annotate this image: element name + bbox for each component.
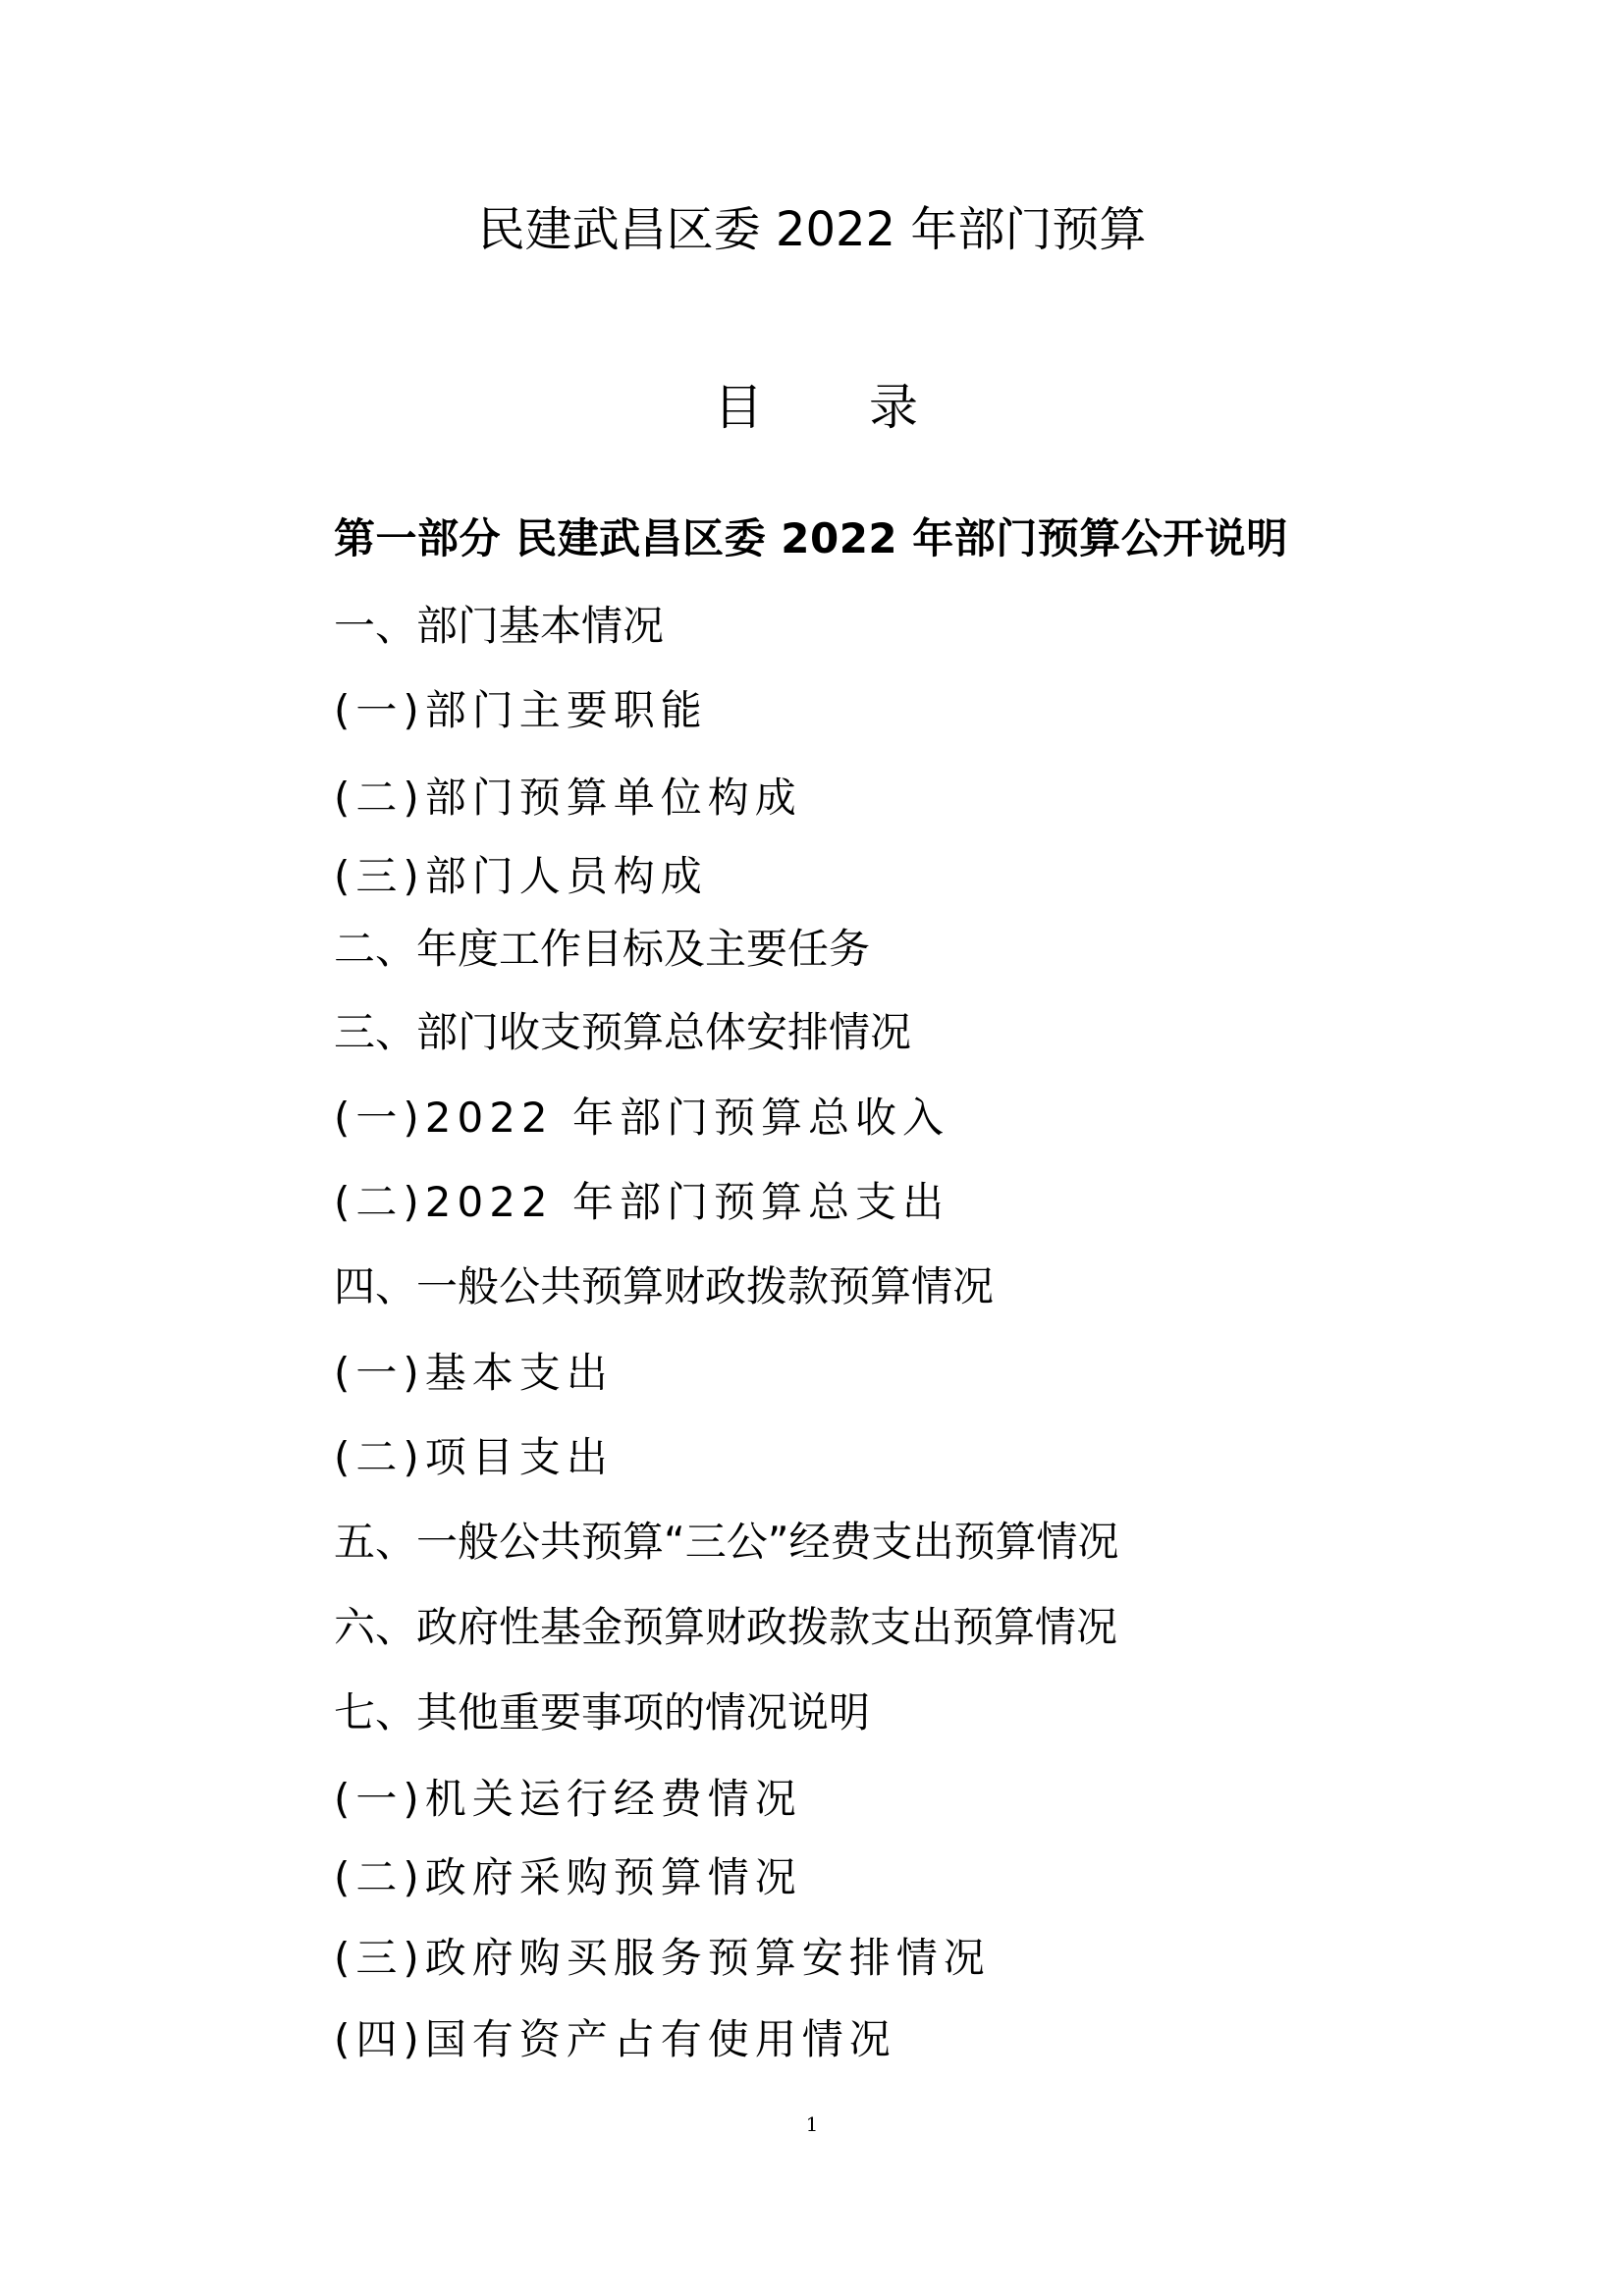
document-title: 民建武昌区委 2022 年部门预算 — [477, 202, 1147, 257]
toc-section-6: 六、政府性基金预算财政拨款支出预算情况 — [334, 1603, 1118, 1651]
toc-section-2: 二、年度工作目标及主要任务 — [334, 925, 871, 973]
toc-subsection-4-2: (二)项目支出 — [334, 1433, 614, 1481]
toc-section-7: 七、其他重要事项的情况说明 — [334, 1688, 871, 1736]
toc-subsection-4-1: (一)基本支出 — [334, 1349, 614, 1397]
toc-subsection-7-1: (一)机关运行经费情况 — [334, 1775, 802, 1823]
toc-section-1: 一、部门基本情况 — [334, 602, 665, 650]
toc-subsection-1-3: (三)部门人员构成 — [334, 852, 708, 900]
toc-part-heading: 第一部分 民建武昌区委 2022 年部门预算公开说明 — [334, 514, 1288, 562]
toc-subsection-3-1: (一)2022 年部门预算总收入 — [334, 1094, 950, 1142]
toc-subsection-7-4: (四)国有资产占有使用情况 — [334, 2015, 896, 2063]
toc-subsection-7-3: (三)政府购买服务预算安排情况 — [334, 1934, 991, 1982]
toc-heading-char-1: 目 — [714, 379, 763, 436]
toc-subsection-1-2: (二)部门预算单位构成 — [334, 774, 802, 822]
toc-subsection-3-2: (二)2022 年部门预算总支出 — [334, 1178, 950, 1226]
toc-section-3: 三、部门收支预算总体安排情况 — [334, 1008, 912, 1056]
toc-heading — [687, 373, 943, 442]
toc-section-5: 五、一般公共预算“三公”经费支出预算情况 — [334, 1518, 1119, 1566]
toc-subsection-7-2: (二)政府采购预算情况 — [334, 1853, 802, 1901]
page-number: 1 — [805, 2112, 819, 2136]
toc-heading-char-2: 录 — [869, 379, 918, 436]
toc-section-4: 四、一般公共预算财政拨款预算情况 — [334, 1262, 995, 1310]
toc-subsection-1-1: (一)部门主要职能 — [334, 686, 708, 734]
